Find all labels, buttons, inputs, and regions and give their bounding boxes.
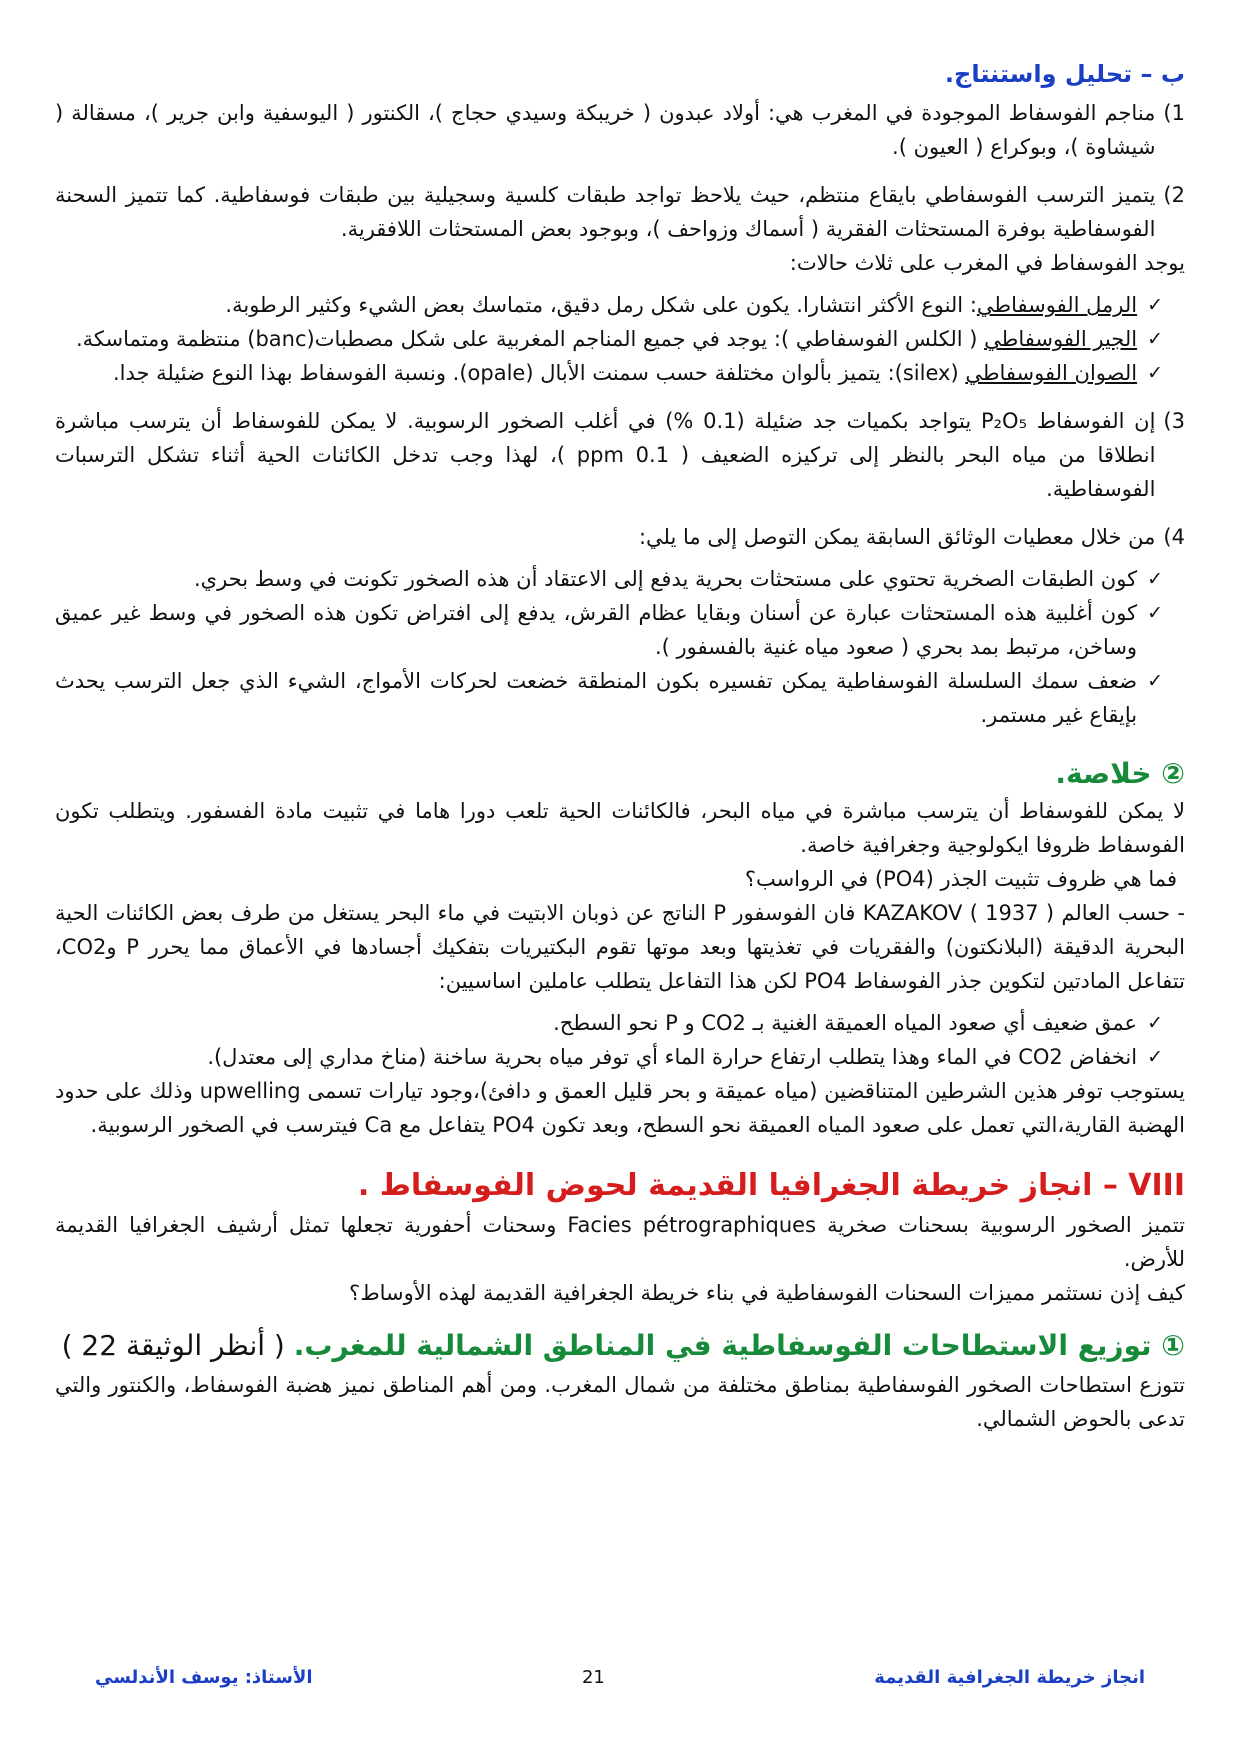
- state-term: الرمل الفوسفاطي: [976, 293, 1138, 317]
- factor-item: [55, 1006, 1185, 1040]
- check-icon: ✓: [1147, 568, 1163, 590]
- summary-question: فما هي ظروف تثبيت الجذر (PO4) في الرواسب؟: [744, 867, 1177, 891]
- document-reference: ( أنظر الوثيقة 22 ): [61, 1329, 294, 1362]
- point-2-text: يتميز الترسب الفوسفاطي بايقاع منتظم، حيث يلاحظ تواجد طبقات كلسية وسجيلية بين طبقات فوسفاطية. كما تتميز السحنة الفوسفاطية بوفرة المستحثات الفقرية ( أسماك وزواحف )، وبوجود بعض المستحثات اللافقرية.: [55, 183, 1156, 241]
- state-text: : النوع الأكثر انتشارا. يكون على شكل رمل دقيق، متماسك بعض الشيء وكثير الرطوبة.: [225, 293, 977, 317]
- section-viii-paragraph-1: تتميز الصخور الرسوبية بسحنات صخرية Facies pétrographiques وسحنات أحفورية تجعلها تمثل أرشيف الجغرافيا القديمة للأرض.: [55, 1213, 1185, 1271]
- factor-text: عمق ضعيف أي صعود المياه العميقة الغنية بـ CO2 و P نحو السطح.: [553, 1011, 1138, 1035]
- point-4-number: 4): [1163, 525, 1185, 549]
- state-text: (silex): يتميز بألوان مختلفة حسب سمنت الأبال (opale). ونسبة الفوسفاط بهذا النوع ضئيلة جدا.: [112, 361, 966, 385]
- point-1: [55, 96, 1185, 164]
- check-icon: ✓: [1147, 294, 1163, 316]
- check-icon: ✓: [1147, 328, 1163, 350]
- conclusion-text: كون الطبقات الصخرية تحتوي على مستحثات بحرية يدفع إلى الاعتقاد أن هذه الصخور تكونت في وسط بحري.: [193, 567, 1138, 591]
- section-b-title: ب – تحليل واستنتاج.: [944, 60, 1185, 88]
- point-2-number: 2): [1163, 183, 1185, 207]
- distribution-paragraph: تتوزع استطاحات الصخور الفوسفاطية بمناطق مختلفة من شمال المغرب. ومن أهم المناطق نميز هضبة الفوسفاط، والكنتور والتي تدعى بالحوض الشمالي.: [55, 1373, 1185, 1431]
- point-3: [55, 404, 1185, 506]
- summary-paragraph-2: - حسب العالم KAZAKOV ( 1937 ) فان الفوسفور P الناتج عن ذوبان الابتيت في ماء البحر يستغل من طرف بعض الكائنات الحية البحرية الدقيقة (البلانكتون) والفقريات في تغذيتها وبعد موتها تقوم البكتيريات بتفكيك أجسادها في الأعماق مما يحرر P وCO2، تتفاعل المادتين لتكوين جذر الفوسفاط PO4 لكن هذا التفاعل يتطلب عاملين اساسيين:: [55, 901, 1186, 993]
- conclusion-item: [55, 596, 1185, 664]
- point-1-text: مناجم الفوسفاط الموجودة في المغرب هي: أولاد عبدون ( خريبكة وسيدي حجاج )، الكنتور ( اليوسفية وابن جرير )، مسقالة ( شيشاوة )، وبوكراع ( العيون ).: [55, 101, 1156, 159]
- conclusion-item: [55, 664, 1185, 732]
- footer-chapter-title: انجاز خريطة الجغرافية القديمة: [874, 1666, 1145, 1688]
- point-3-number: 3): [1163, 409, 1185, 433]
- summary-paragraph-1: لا يمكن للفوسفاط أن يترسب مباشرة في مياه البحر، فالكائنات الحية تلعب دورا هاما في تثبيت مادة الفسفور. ويتطلب تكون الفوسفاط ظروفا ايكولوجية وجغرافية خاصة.: [55, 799, 1185, 857]
- conclusion-text: ضعف سمك السلسلة الفوسفاطية يمكن تفسيره بكون المنطقة خضعت لحركات الأمواج، الشيء الذي جعل الترسب يحدث بإيقاع غير مستمر.: [55, 669, 1138, 727]
- section-viii-title: VIII – انجاز خريطة الجغرافيا القديمة لحوض الفوسفاط .: [357, 1168, 1185, 1203]
- factor-text: انخفاض CO2 في الماء وهذا يتطلب ارتفاع حرارة الماء أي توفر مياه بحرية ساخنة (مناخ مداري إلى معتدل).: [207, 1045, 1138, 1069]
- page-number: 21: [581, 1666, 605, 1688]
- state-term: الجير الفوسفاطي: [984, 327, 1138, 351]
- page-footer: [95, 1662, 1145, 1692]
- state-text: ( الكلس الفوسفاطي ): يوجد في جميع المناجم المغربية على شكل مصطبات(banc) منتظمة ومتماسكة.: [75, 327, 985, 351]
- point-2: [55, 178, 1185, 246]
- conclusion-text: كون أغلبية هذه المستحثات عبارة عن أسنان وبقايا عظام القرش، يدفع إلى افتراض تكون هذه الصخور في وسط غير عميق وساخن، مرتبط بمد بحري ( صعود مياه غنية بالفسفور ).: [55, 601, 1138, 659]
- check-icon: ✓: [1147, 602, 1163, 624]
- state-term: الصوان الفوسفاطي: [965, 361, 1138, 385]
- point-3-text-b: يتواجد بكميات جد ضئيلة (0.1 %) في أغلب الصخور الرسوبية. لا يمكن للفوسفاط أن يترسب مباشرة انطلاقا من مياه البحر بالنظر إلى تركيزه الضعيف ( 0.1 ppm )، لهذا وجب تدخل الكائنات الحية أثناء تشكل الترسبات الفوسفاطية.: [55, 409, 1156, 501]
- point-3-text-a: إن الفوسفاط: [1026, 409, 1156, 433]
- distribution-heading: ① توزيع الاستطاحات الفوسفاطية في المناطق الشمالية للمغرب.: [293, 1329, 1185, 1362]
- point-1-number: 1): [1163, 101, 1185, 125]
- state-item: [55, 356, 1185, 390]
- factor-item: [55, 1040, 1185, 1074]
- states-intro: يوجد الفوسفاط في المغرب على ثلاث حالات:: [789, 251, 1185, 275]
- point-4: [55, 520, 1185, 554]
- p2o5-formula: P₂O₅: [980, 409, 1027, 433]
- section-viii-question: كيف إذن نستثمر مميزات السحنات الفوسفاطية في بناء خريطة الجغرافية القديمة لهذه الأوساط؟: [349, 1281, 1185, 1305]
- state-item: [55, 322, 1185, 356]
- conclusion-item: [55, 562, 1185, 596]
- distribution-title: [55, 1324, 1185, 1368]
- check-icon: ✓: [1147, 1012, 1163, 1034]
- page-content: [55, 60, 1185, 1436]
- check-icon: ✓: [1147, 670, 1163, 692]
- state-item: [55, 288, 1185, 322]
- point-4-text: من خلال معطيات الوثائق السابقة يمكن التوصل إلى ما يلي:: [638, 525, 1156, 549]
- check-icon: ✓: [1147, 362, 1163, 384]
- check-icon: ✓: [1147, 1046, 1163, 1068]
- summary-title: ② خلاصة.: [1055, 757, 1185, 790]
- footer-author: الأستاذ: يوسف الأندلسي: [95, 1666, 313, 1688]
- summary-paragraph-3: يستوجب توفر هذين الشرطين المتناقضين (مياه عميقة و بحر قليل العمق و دافئ)،وجود تيارات تسمى upwelling وذلك على حدود الهضبة القارية،التي تعمل على صعود المياه العميقة نحو السطح، وبعد تكون PO4 يتفاعل مع Ca فيترسب في الصخور الرسوبية.: [55, 1079, 1185, 1137]
